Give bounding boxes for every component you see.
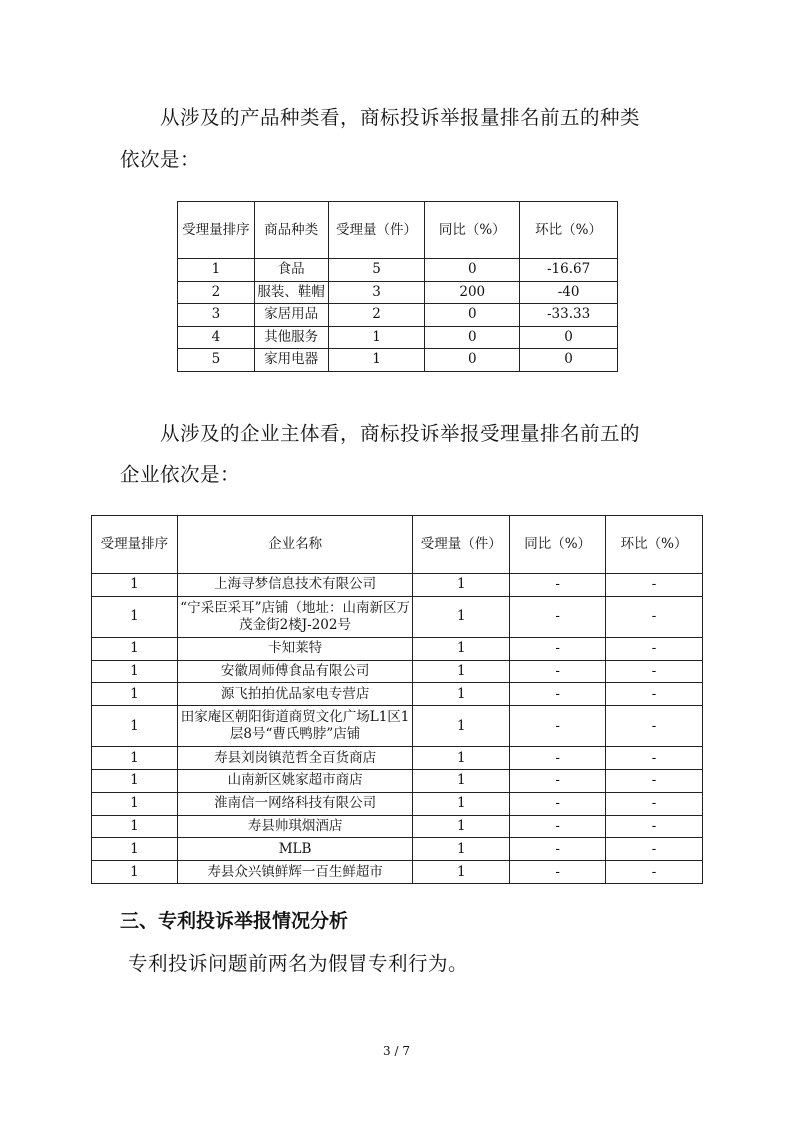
cell-count: 2 — [328, 304, 425, 327]
cell-count: 5 — [328, 259, 425, 282]
table-row — [92, 815, 703, 838]
table-row — [92, 838, 703, 861]
cell-rank: 1 — [92, 660, 178, 683]
page-number: 3 / 7 — [383, 1044, 410, 1058]
cell-mom: - — [606, 706, 703, 747]
cell-rank: 5 — [178, 349, 255, 372]
cell-rank: 1 — [92, 815, 178, 838]
cell-enterprise: 山南新区姚家超市商店 — [177, 769, 413, 792]
table-row — [92, 861, 703, 884]
table-row — [92, 637, 703, 660]
cell-rank: 1 — [178, 259, 255, 282]
cell-count: 1 — [413, 815, 510, 838]
cell-count: 1 — [413, 769, 510, 792]
cell-yoy: - — [510, 706, 606, 747]
cell-enterprise: “宁采臣采耳”店铺（地址：山南新区万茂金街2楼J-202号 — [177, 596, 413, 637]
cell-category: 食品 — [254, 259, 328, 282]
cell-mom: - — [606, 637, 703, 660]
cell-mom: 0 — [520, 326, 618, 349]
col-rank: 受理量排序 — [92, 516, 178, 574]
cell-yoy: 0 — [425, 349, 520, 372]
cell-yoy: - — [510, 815, 606, 838]
cell-mom: - — [606, 683, 703, 706]
cell-count: 1 — [328, 349, 425, 372]
cell-yoy: - — [510, 683, 606, 706]
col-enterprise: 企业名称 — [177, 516, 413, 574]
cell-count: 1 — [413, 792, 510, 815]
cell-count: 1 — [413, 660, 510, 683]
cell-mom: - — [606, 660, 703, 683]
table-row — [178, 281, 618, 304]
col-mom: 环比（%） — [520, 202, 618, 259]
table-row — [92, 706, 703, 747]
cell-yoy: 0 — [425, 304, 520, 327]
table-row — [92, 769, 703, 792]
section1-line1: 从涉及的产品种类看，商标投诉举报量排名前五的种类 — [160, 106, 641, 129]
cell-mom: - — [606, 596, 703, 637]
cell-count: 1 — [328, 326, 425, 349]
table-row — [92, 792, 703, 815]
table-header-row — [178, 202, 618, 259]
section2-line2: 企业依次是： — [120, 463, 241, 486]
cell-enterprise: 淮南信一网络科技有限公司 — [177, 792, 413, 815]
cell-rank: 1 — [92, 596, 178, 637]
col-count: 受理量（件） — [413, 516, 510, 574]
cell-enterprise: 安徽周师傅食品有限公司 — [177, 660, 413, 683]
table-row — [92, 596, 703, 637]
cell-count: 1 — [413, 637, 510, 660]
table-header-row — [92, 516, 703, 574]
cell-rank: 1 — [92, 747, 178, 770]
table-row — [92, 574, 703, 597]
cell-enterprise: 寿县众兴镇鲜辉一百生鲜超市 — [177, 861, 413, 884]
cell-yoy: - — [510, 596, 606, 637]
cell-rank: 1 — [92, 792, 178, 815]
enterprise-table — [91, 515, 703, 884]
cell-rank: 1 — [92, 637, 178, 660]
cell-count: 1 — [413, 838, 510, 861]
col-category: 商品种类 — [254, 202, 328, 259]
cell-rank: 1 — [92, 706, 178, 747]
cell-enterprise: 寿县帅琪烟酒店 — [177, 815, 413, 838]
col-yoy: 同比（%） — [425, 202, 520, 259]
section3-heading: 三、专利投诉举报情况分析 — [120, 910, 349, 932]
cell-mom: - — [606, 815, 703, 838]
cell-enterprise: 上海寻梦信息技术有限公司 — [177, 574, 413, 597]
cell-rank: 1 — [92, 838, 178, 861]
cell-category: 家居用品 — [254, 304, 328, 327]
cell-yoy: 0 — [425, 326, 520, 349]
cell-rank: 3 — [178, 304, 255, 327]
cell-enterprise: 田家庵区朝阳街道商贸文化广场L1区1层8号“曹氏鸭脖”店铺 — [177, 706, 413, 747]
cell-yoy: - — [510, 660, 606, 683]
cell-mom: -33.33 — [520, 304, 618, 327]
table-row — [92, 683, 703, 706]
cell-category: 家用电器 — [254, 349, 328, 372]
cell-rank: 1 — [92, 683, 178, 706]
cell-yoy: - — [510, 838, 606, 861]
cell-count: 1 — [413, 861, 510, 884]
cell-rank: 1 — [92, 574, 178, 597]
cell-count: 1 — [413, 683, 510, 706]
table-row — [178, 349, 618, 372]
cell-count: 1 — [413, 747, 510, 770]
cell-yoy: - — [510, 769, 606, 792]
cell-enterprise: 卡知莱特 — [177, 637, 413, 660]
cell-mom: -40 — [520, 281, 618, 304]
cell-yoy: - — [510, 792, 606, 815]
cell-yoy: - — [510, 861, 606, 884]
cell-mom: - — [606, 574, 703, 597]
cell-count: 1 — [413, 706, 510, 747]
cell-yoy: - — [510, 747, 606, 770]
col-yoy: 同比（%） — [510, 516, 606, 574]
cell-yoy: - — [510, 574, 606, 597]
cell-category: 服装、鞋帽 — [254, 281, 328, 304]
table-row — [178, 259, 618, 282]
cell-category: 其他服务 — [254, 326, 328, 349]
cell-rank: 4 — [178, 326, 255, 349]
cell-count: 1 — [413, 596, 510, 637]
table-row — [92, 747, 703, 770]
col-rank: 受理量排序 — [178, 202, 255, 259]
cell-mom: - — [606, 861, 703, 884]
section3-text: 专利投诉问题前两名为假冒专利行为。 — [128, 952, 469, 975]
cell-mom: - — [606, 792, 703, 815]
cell-mom: 0 — [520, 349, 618, 372]
cell-count: 1 — [413, 574, 510, 597]
col-count: 受理量（件） — [328, 202, 425, 259]
cell-mom: - — [606, 838, 703, 861]
col-mom: 环比（%） — [606, 516, 703, 574]
cell-rank: 1 — [92, 769, 178, 792]
cell-rank: 1 — [92, 861, 178, 884]
table-row — [178, 304, 618, 327]
section2-line1: 从涉及的企业主体看，商标投诉举报受理量排名前五的 — [160, 422, 641, 445]
cell-count: 3 — [328, 281, 425, 304]
cell-mom: - — [606, 769, 703, 792]
cell-rank: 2 — [178, 281, 255, 304]
cell-enterprise: 寿县刘岗镇范哲全百货商店 — [177, 747, 413, 770]
cell-mom: -16.67 — [520, 259, 618, 282]
section1-line2: 依次是： — [120, 148, 201, 171]
table-row — [178, 326, 618, 349]
cell-mom: - — [606, 747, 703, 770]
cell-yoy: 0 — [425, 259, 520, 282]
cell-yoy: 200 — [425, 281, 520, 304]
cell-yoy: - — [510, 637, 606, 660]
cell-enterprise: 源飞拍拍优品家电专营店 — [177, 683, 413, 706]
product-category-table — [177, 201, 618, 372]
table-row — [92, 660, 703, 683]
cell-enterprise: MLB — [177, 838, 413, 861]
